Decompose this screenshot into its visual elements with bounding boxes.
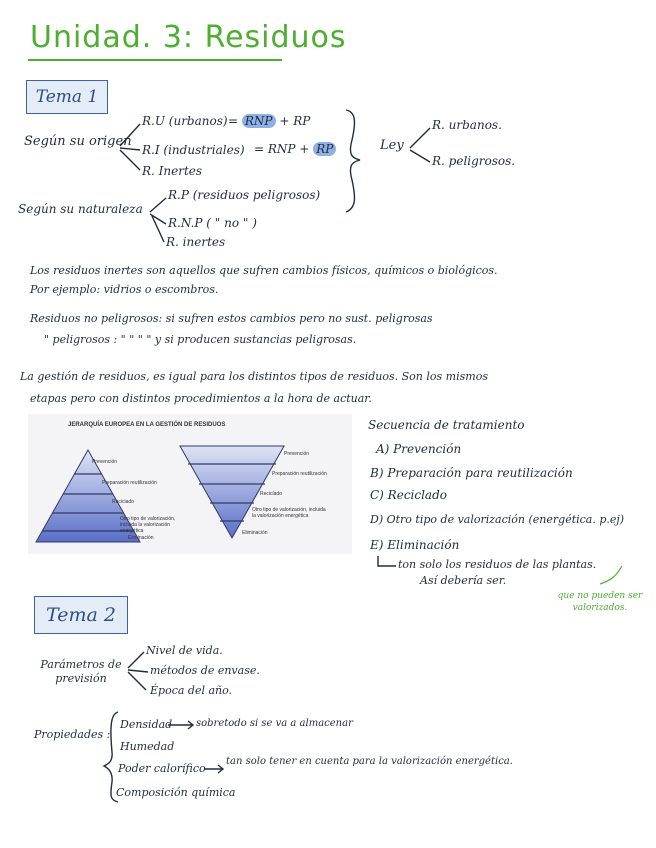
naturaleza-label: Según su naturaleza bbox=[18, 202, 143, 216]
figure-title: JERARQUÍA EUROPEA EN LA GESTIÓN DE RESIDUOS bbox=[68, 422, 226, 428]
pyramid-left-label: Prevención bbox=[92, 459, 118, 465]
eliminacion-note: ton solo los residuos de las plantas. bbox=[398, 558, 597, 571]
propiedades-item: Humedad bbox=[120, 740, 175, 753]
parametros-item: métodos de envase. bbox=[150, 664, 260, 677]
origen-eq2: = RNP + RP bbox=[254, 142, 336, 156]
note-line: Residuos no peligrosos: si sufren estos cambios pero no sust. peligrosas bbox=[30, 312, 433, 325]
note-line: Por ejemplo: vidrios o escombros. bbox=[30, 283, 219, 296]
origen-item-ri: R.I (industriales) bbox=[142, 143, 245, 157]
eliminacion-note: Así debería ser. bbox=[420, 574, 507, 587]
pyramid-right-label: Preparación reutilización bbox=[272, 471, 327, 477]
pyramid-graphic bbox=[28, 414, 352, 554]
origen-item-inertes: R. Inertes bbox=[142, 164, 203, 178]
origen-eq1: = RNP + RP bbox=[228, 114, 311, 128]
densidad-note: sobretodo si se va a almacenar bbox=[196, 718, 353, 729]
poder-note: tan solo tener en cuenta para la valorización energética. bbox=[226, 756, 513, 767]
pyramid-left-label: Otro tipo de valorización, incluida la valorización energética bbox=[120, 516, 176, 534]
naturaleza-item-rp: R.P (residuos peligrosos) bbox=[168, 188, 321, 202]
origen-item-ru: R.U (urbanos) bbox=[142, 114, 228, 128]
ley-item-urbanos: R. urbanos. bbox=[432, 118, 502, 132]
green-note: que no pueden ser valorizados. bbox=[557, 591, 643, 613]
tema2-label: Tema 2 bbox=[34, 596, 128, 634]
naturaleza-item-rnp: R.N.P ( " no " ) bbox=[168, 216, 257, 230]
tratamiento-item: B) Preparación para reutilización bbox=[370, 466, 573, 480]
pyramid-left-label: Preparación reutilización bbox=[102, 480, 157, 486]
parametros-item: Época del año. bbox=[150, 684, 233, 697]
note-line: La gestión de residuos, es igual para los distintos tipos de residuos. Son los mismos bbox=[20, 370, 488, 383]
rnp-highlight: RNP bbox=[242, 114, 276, 128]
rp-highlight: RP bbox=[313, 142, 336, 156]
pyramid-left-label: Reciclado bbox=[112, 499, 134, 505]
origen-label: Según su origen bbox=[24, 134, 132, 149]
tratamiento-item: D) Otro tipo de valorización (energética. p.ej) bbox=[370, 513, 625, 526]
pyramid-right-label: Reciclado bbox=[260, 491, 282, 497]
propiedades-item: Poder calorífico bbox=[118, 762, 206, 775]
propiedades-item: Densidad bbox=[120, 718, 173, 731]
tratamiento-item: A) Prevención bbox=[376, 442, 462, 456]
ley-label: Ley bbox=[380, 138, 404, 153]
tema1-label: Tema 1 bbox=[26, 80, 108, 114]
pyramid-right-label: Otro tipo de valorización, incluida la valorización energética bbox=[252, 507, 326, 519]
pyramid-right-label: Prevención bbox=[284, 451, 310, 457]
tratamiento-item: C) Reciclado bbox=[370, 488, 447, 502]
parametros-item: Nivel de vida. bbox=[146, 644, 223, 657]
note-line: etapas pero con distintos procedimientos a la hora de actuar. bbox=[30, 392, 372, 405]
tratamiento-heading: Secuencia de tratamiento bbox=[368, 418, 525, 432]
naturaleza-item-inertes: R. inertes bbox=[166, 235, 226, 249]
ley-item-peligrosos: R. peligrosos. bbox=[432, 154, 516, 168]
tratamiento-item: E) Eliminación bbox=[370, 538, 460, 552]
hierarchy-figure bbox=[28, 414, 352, 554]
pyramid-left-label: Eliminación bbox=[128, 535, 154, 541]
parametros-label: Parámetros de previsión bbox=[40, 658, 122, 685]
pyramid-right-label: Eliminación bbox=[242, 530, 268, 536]
propiedades-label: Propiedades : bbox=[34, 728, 111, 741]
note-line: " peligrosos : " " " " y si producen sustancias peligrosas. bbox=[44, 333, 357, 346]
propiedades-item: Composición química bbox=[116, 786, 236, 799]
note-line: Los residuos inertes son aquellos que sufren cambios físicos, químicos o biológicos. bbox=[30, 264, 498, 277]
page-title: Unidad. 3: Residuos bbox=[30, 20, 347, 55]
